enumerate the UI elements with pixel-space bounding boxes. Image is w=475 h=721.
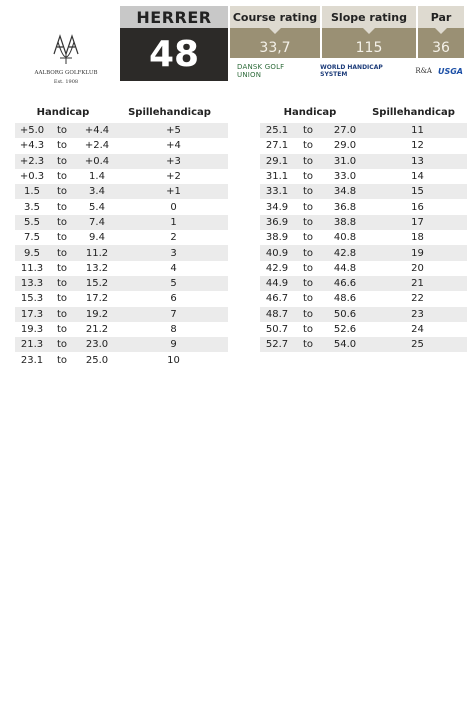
table-row (15, 276, 228, 291)
spillehandicap-value: 11 (411, 125, 424, 137)
spillehandicap-value: 10 (167, 354, 180, 366)
to-label: to (302, 201, 314, 213)
spillehandicap-column-header: Spillehandicap (372, 107, 455, 118)
spillehandicap-value: +1 (166, 186, 181, 198)
handicap-from: 5.5 (24, 216, 40, 228)
table-row (260, 123, 467, 138)
course-rating-value: 33,7 (230, 28, 320, 58)
to-label: to (56, 125, 68, 137)
usga-logo: USGA (437, 66, 463, 76)
par-pointer-icon (435, 28, 447, 34)
handicap-from: 17.3 (20, 308, 44, 320)
spillehandicap-value: 22 (411, 293, 424, 305)
to-label: to (302, 140, 314, 152)
table-row (260, 307, 467, 322)
table-row (260, 245, 467, 260)
club-crest-icon (14, 28, 118, 88)
course-rating-header: Course rating (230, 6, 320, 28)
handicap-to: 13.2 (85, 262, 109, 274)
handicap-to: 50.6 (333, 308, 357, 320)
table-row (260, 138, 467, 153)
spillehandicap-value: 8 (170, 324, 177, 335)
slope-rating-pointer-icon (363, 28, 375, 34)
to-label: to (302, 186, 314, 198)
to-label: to (56, 155, 68, 167)
handicap-to: +0.4 (84, 155, 110, 167)
table-row (15, 291, 228, 306)
par-header: Par (418, 6, 464, 28)
handicap-from: +2.3 (19, 155, 45, 167)
spillehandicap-value: 6 (170, 293, 177, 305)
to-label: to (56, 201, 68, 213)
table-row (15, 307, 228, 322)
table-row (260, 322, 467, 337)
handicap-to: 1.4 (89, 171, 105, 183)
handicap-to: 25.0 (85, 354, 109, 366)
handicap-from: +0.3 (19, 171, 45, 183)
handicap-to: 15.2 (85, 278, 109, 290)
table-row (15, 261, 228, 276)
to-label: to (56, 216, 68, 228)
world-handicap-system-logo: WORLD HANDICAP SYSTEM (320, 64, 383, 78)
dansk-golf-union-logo: DANSK GOLF UNION (237, 63, 285, 79)
table-row (15, 169, 228, 184)
spillehandicap-value: 15 (411, 186, 424, 198)
table-row (15, 337, 228, 352)
handicap-to: +4.4 (84, 125, 110, 137)
spillehandicap-value: +5 (166, 125, 181, 137)
logo-established: Est. 1908 (53, 79, 79, 85)
spillehandicap-value: 23 (411, 308, 424, 320)
to-label: to (302, 324, 314, 335)
handicap-from: +5.0 (19, 125, 45, 137)
handicap-from: 33.1 (265, 186, 289, 198)
spillehandicap-value: 13 (411, 155, 424, 167)
to-label: to (56, 278, 68, 290)
table-header (260, 107, 467, 121)
handicap-to: 5.4 (89, 201, 105, 213)
to-label: to (56, 293, 68, 305)
handicap-to: +2.4 (84, 140, 110, 152)
spillehandicap-value: 1 (170, 216, 177, 228)
handicap-from: 42.9 (265, 262, 289, 274)
to-label: to (302, 216, 314, 228)
spillehandicap-value: 16 (411, 201, 424, 213)
handicap-to: 46.6 (333, 278, 357, 290)
handicap-to: 19.2 (85, 308, 109, 320)
handicap-to: 54.0 (333, 339, 357, 351)
spillehandicap-value: 12 (411, 140, 424, 152)
table-row (260, 154, 467, 169)
spillehandicap-value: 14 (411, 171, 424, 183)
handicap-from: 27.1 (265, 140, 289, 152)
to-label: to (56, 140, 68, 152)
handicap-to: 21.2 (85, 324, 109, 335)
handicap-to: 48.6 (333, 293, 357, 305)
table-row (15, 123, 228, 138)
to-label: to (302, 293, 314, 305)
to-label: to (56, 354, 68, 366)
handicap-from: 9.5 (24, 247, 40, 259)
r-and-a-logo: R&A (415, 67, 432, 75)
table-row (15, 138, 228, 153)
handicap-to: 44.8 (333, 262, 357, 274)
table-row (15, 322, 228, 337)
spillehandicap-value: +3 (166, 155, 181, 167)
handicap-from: 21.3 (20, 339, 44, 351)
to-label: to (302, 232, 314, 244)
table-row (15, 230, 228, 245)
table-row (260, 230, 467, 245)
table-row (15, 184, 228, 199)
handicap-to: 40.8 (333, 232, 357, 244)
spillehandicap-value: 24 (411, 324, 424, 335)
spillehandicap-value: 18 (411, 232, 424, 244)
to-label: to (302, 262, 314, 274)
to-label: to (302, 171, 314, 183)
to-label: to (302, 339, 314, 351)
table-row (15, 154, 228, 169)
handicap-from: 40.9 (265, 247, 289, 259)
club-logo (14, 28, 118, 88)
handicap-from: 50.7 (265, 324, 289, 335)
to-label: to (56, 262, 68, 274)
handicap-from: 44.9 (265, 278, 289, 290)
handicap-table-right (260, 107, 467, 352)
handicap-from: 13.3 (20, 278, 44, 290)
spillehandicap-column-header: Spillehandicap (128, 107, 211, 118)
spillehandicap-value: 9 (170, 339, 177, 351)
table-row (260, 261, 467, 276)
handicap-to: 27.0 (333, 125, 357, 137)
spillehandicap-value: 19 (411, 247, 424, 259)
table-row (15, 352, 228, 367)
handicap-from: 23.1 (20, 354, 44, 366)
handicap-from: 34.9 (265, 201, 289, 213)
handicap-to: 52.6 (333, 324, 357, 335)
to-label: to (56, 247, 68, 259)
course-rating-pointer-icon (269, 28, 281, 34)
table-header (15, 107, 228, 121)
handicap-to: 17.2 (85, 293, 109, 305)
handicap-table-left (15, 107, 228, 368)
handicap-to: 23.0 (85, 339, 109, 351)
spillehandicap-value: 5 (170, 278, 177, 290)
handicap-to: 7.4 (89, 216, 105, 228)
spillehandicap-value: 7 (170, 308, 177, 320)
table-row (260, 215, 467, 230)
spillehandicap-value: 25 (411, 339, 424, 351)
handicap-to: 9.4 (89, 232, 105, 244)
spillehandicap-value: 2 (170, 232, 177, 244)
slope-rating-header: Slope rating (322, 6, 416, 28)
handicap-from: 15.3 (20, 293, 44, 305)
to-label: to (56, 171, 68, 183)
table-row (260, 337, 467, 352)
to-label: to (302, 155, 314, 167)
handicap-from: 29.1 (265, 155, 289, 167)
handicap-to: 34.8 (333, 186, 357, 198)
handicap-from: 36.9 (265, 216, 289, 228)
handicap-to: 3.4 (89, 186, 105, 198)
to-label: to (56, 339, 68, 351)
table-row (15, 199, 228, 214)
sponsor-logos (237, 64, 463, 78)
table-row (260, 199, 467, 214)
table-row (260, 184, 467, 199)
handicap-to: 42.8 (333, 247, 357, 259)
spillehandicap-value: 21 (411, 278, 424, 290)
to-label: to (56, 308, 68, 320)
spillehandicap-value: 20 (411, 262, 424, 274)
table-row (260, 276, 467, 291)
to-label: to (56, 186, 68, 198)
handicap-from: 1.5 (24, 186, 40, 198)
spillehandicap-value: 0 (170, 201, 177, 213)
handicap-from: +4.3 (19, 140, 45, 152)
handicap-from: 38.9 (265, 232, 289, 244)
handicap-to: 36.8 (333, 201, 357, 213)
handicap-from: 46.7 (265, 293, 289, 305)
table-row (15, 215, 228, 230)
to-label: to (56, 324, 68, 335)
handicap-to: 33.0 (333, 171, 357, 183)
slope-rating-value: 115 (322, 28, 416, 58)
handicap-to: 38.8 (333, 216, 357, 228)
handicap-to: 11.2 (85, 247, 109, 259)
gender-label: HERRER (120, 6, 228, 28)
to-label: to (302, 278, 314, 290)
to-label: to (56, 232, 68, 244)
handicap-from: 31.1 (265, 171, 289, 183)
spillehandicap-value: 3 (170, 247, 177, 259)
handicap-from: 48.7 (265, 308, 289, 320)
handicap-column-header: Handicap (283, 107, 337, 118)
spillehandicap-value: 4 (170, 262, 177, 274)
table-row (15, 245, 228, 260)
handicap-to: 29.0 (333, 140, 357, 152)
par-value: 36 (418, 28, 464, 58)
to-label: to (302, 125, 314, 137)
to-label: to (302, 308, 314, 320)
handicap-from: 3.5 (24, 201, 40, 213)
handicap-column-header: Handicap (36, 107, 90, 118)
handicap-from: 11.3 (20, 262, 44, 274)
to-label: to (302, 247, 314, 259)
table-row (260, 291, 467, 306)
handicap-from: 7.5 (24, 232, 40, 244)
handicap-from: 19.3 (20, 324, 44, 335)
spillehandicap-value: 17 (411, 216, 424, 228)
handicap-from: 52.7 (265, 339, 289, 351)
logo-club-name: AALBORG GOLFKLUB (34, 70, 98, 76)
spillehandicap-value: +4 (166, 140, 181, 152)
handicap-from: 25.1 (265, 125, 289, 137)
handicap-to: 31.0 (333, 155, 357, 167)
slope-number: 48 (120, 28, 228, 81)
spillehandicap-value: +2 (166, 171, 181, 183)
table-row (260, 169, 467, 184)
